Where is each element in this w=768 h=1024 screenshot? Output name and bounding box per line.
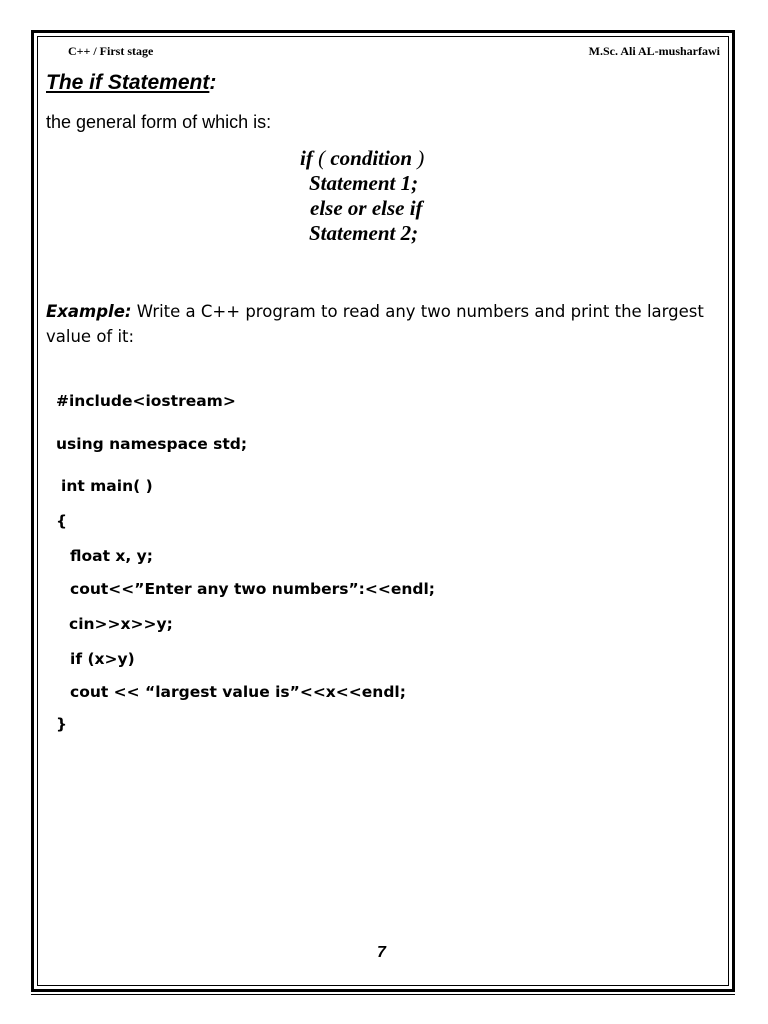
close-paren: ) xyxy=(412,146,425,170)
section-title-text: The if Statement xyxy=(46,71,210,94)
general-form xyxy=(0,146,740,246)
intro-text: the general form of which is: xyxy=(46,112,272,132)
example-paragraph xyxy=(46,299,716,349)
code-line: if (x>y) xyxy=(70,650,135,668)
header-course: C++ / First stage xyxy=(68,44,154,58)
code-line: cout<<”Enter any two numbers”:<<endl; xyxy=(70,580,436,598)
section-title xyxy=(46,71,216,95)
example-label: Example: xyxy=(46,302,132,321)
general-form-line-1 xyxy=(300,146,768,171)
header-author: M.Sc. Ali AL-musharfawi xyxy=(588,44,720,58)
if-keyword: if xyxy=(300,146,313,170)
code-line: #include<iostream> xyxy=(56,392,236,410)
general-form-line-2: Statement 1; xyxy=(309,171,419,195)
code-line: { xyxy=(56,512,68,530)
page-number: 7 xyxy=(377,944,386,961)
general-form-line-4: Statement 2; xyxy=(309,221,419,245)
code-line: int main( ) xyxy=(61,477,153,495)
code-line: cin>>x>>y; xyxy=(69,615,173,633)
code-line: } xyxy=(56,715,68,733)
example-text: Write a C++ program to read any two numbers and print the largest value of it: xyxy=(46,302,704,346)
section-title-colon: : xyxy=(209,71,217,94)
code-line: cout << “largest value is”<<x<<endl; xyxy=(70,683,406,701)
page-border-bottom-line xyxy=(31,994,735,995)
condition-text: condition xyxy=(330,146,413,170)
code-line: float x, y; xyxy=(70,547,153,565)
general-form-line-3: else or else if xyxy=(310,196,423,220)
code-line: using namespace std; xyxy=(56,435,248,453)
open-paren: ( xyxy=(312,146,331,170)
